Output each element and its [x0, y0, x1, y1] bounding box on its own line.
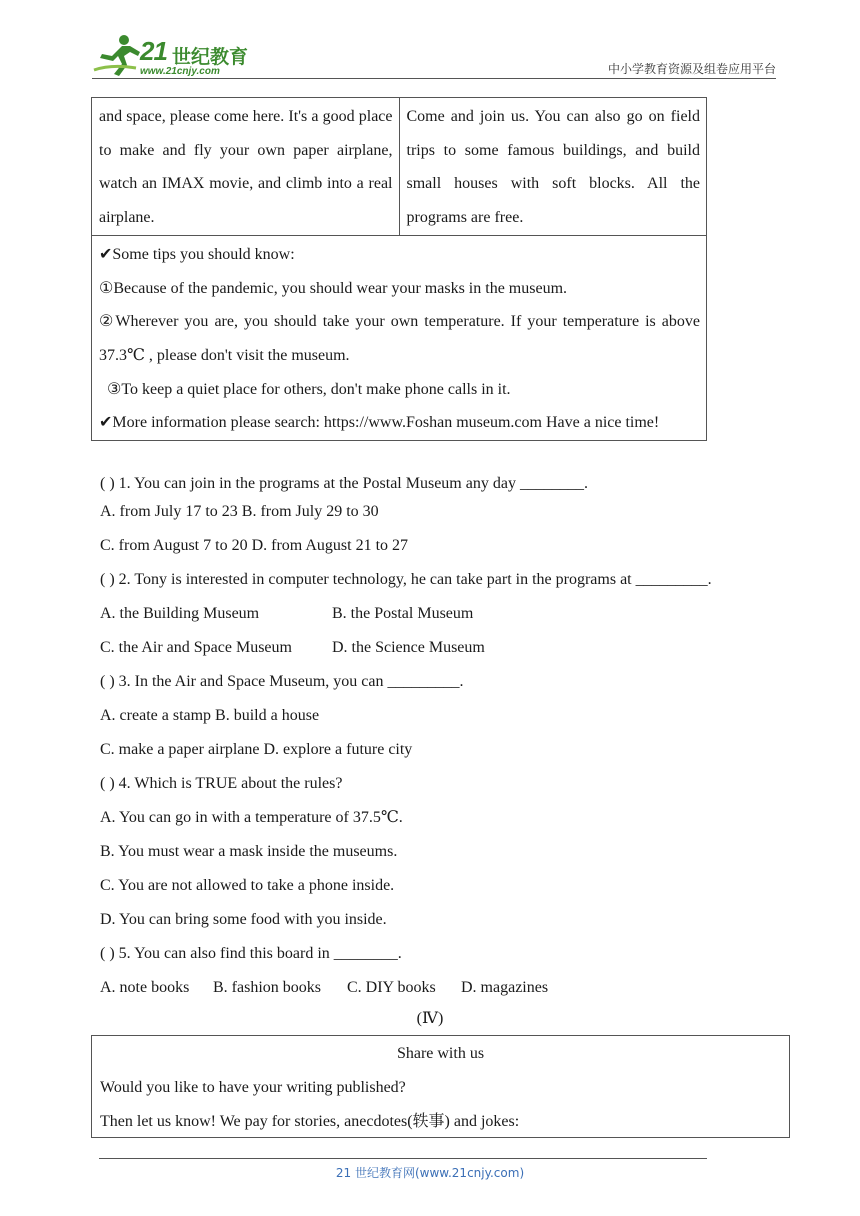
footer-divider: [99, 1158, 707, 1159]
option-d: D. the Science Museum: [332, 639, 485, 656]
question-1-options-cd: C. from August 7 to 20 D. from August 21 to 27: [100, 537, 409, 554]
more-information: ✔More information please search: https://www.Foshan museum.com Have a nice time!: [99, 414, 660, 432]
tips-heading: ✔Some tips you should know:: [99, 245, 295, 263]
share-with-us-box: [91, 1035, 790, 1138]
museum-notice-table: [91, 97, 707, 441]
page-header: [0, 0, 860, 80]
footer-link[interactable]: 21 世纪教育网(www.21cnjy.com): [335, 1166, 525, 1180]
tip-masks: ①Because of the pandemic, you should wear your masks in the museum.: [99, 279, 568, 297]
question-4: ( ) 4. Which is TRUE about the rules?: [100, 775, 343, 792]
share-line-2: Then let us know! We pay for stories, anecdotes(轶事) and jokes:: [100, 1113, 520, 1130]
question-4-option-b: B. You must wear a mask inside the museums.: [100, 843, 398, 860]
question-2-options-ab: [100, 597, 473, 631]
runner-logo-icon: [92, 34, 142, 78]
question-4-option-d: D. You can bring some food with you inside.: [100, 911, 387, 928]
question-4-option-a: A. You can go in with a temperature of 37.5℃.: [100, 809, 403, 826]
logo-name: 世纪教育: [172, 46, 249, 68]
tip-temperature: ②Wherever you are, you should take your own temperature. If your temperature is above 37.3℃ , please don't visit the museum.: [99, 313, 700, 364]
question-3-options-ab: A. create a stamp B. build a house: [100, 707, 320, 724]
question-4-option-c: C. You are not allowed to take a phone inside.: [100, 877, 395, 894]
option-c: C. the Air and Space Museum: [100, 639, 292, 656]
logo-number: 21: [140, 36, 167, 66]
building-museum-cell: Come and join us. You can also go on field trips to some famous buildings, and build small houses with soft blocks. All the programs are free.: [399, 98, 707, 236]
question-2-options-cd: [100, 631, 485, 665]
header-divider: [92, 78, 776, 79]
question-3-options-cd: C. make a paper airplane D. explore a future city: [100, 741, 413, 758]
share-line-1: Would you like to have your writing published?: [100, 1079, 406, 1096]
question-1-options-ab: A. from July 17 to 23 B. from July 29 to 30: [100, 503, 379, 520]
site-logo[interactable]: [92, 34, 272, 80]
air-space-museum-cell: and space, please come here. It's a good place to make and fly your own paper airplane, watch an IMAX movie, and climb into a real airplane.: [92, 98, 400, 236]
tips-cell: [92, 235, 707, 440]
share-title: Share with us: [396, 1045, 485, 1062]
option-b: B. fashion books: [213, 979, 321, 996]
tip-phone-calls: ③To keep a quiet place for others, don't make phone calls in it.: [107, 380, 511, 398]
option-c: C. DIY books: [347, 979, 436, 996]
option-a: A. note books: [100, 979, 190, 996]
section-iv-heading: (Ⅳ): [416, 1010, 444, 1027]
option-d: D. magazines: [461, 979, 549, 996]
platform-tagline: 中小学教育资源及组卷应用平台: [607, 62, 776, 76]
question-2: ( ) 2. Tony is interested in computer technology, he can take part in the programs at _________.: [100, 571, 712, 588]
question-1: ( ) 1. You can join in the programs at the Postal Museum any day ________.: [100, 475, 588, 492]
question-5: ( ) 5. You can also find this board in ________.: [100, 945, 402, 962]
option-b: B. the Postal Museum: [332, 605, 474, 622]
option-a: A. the Building Museum: [100, 605, 260, 622]
question-5-options: [100, 971, 548, 1005]
question-3: ( ) 3. In the Air and Space Museum, you can _________.: [100, 673, 464, 690]
logo-url: www.21cnjy.com: [140, 66, 220, 77]
